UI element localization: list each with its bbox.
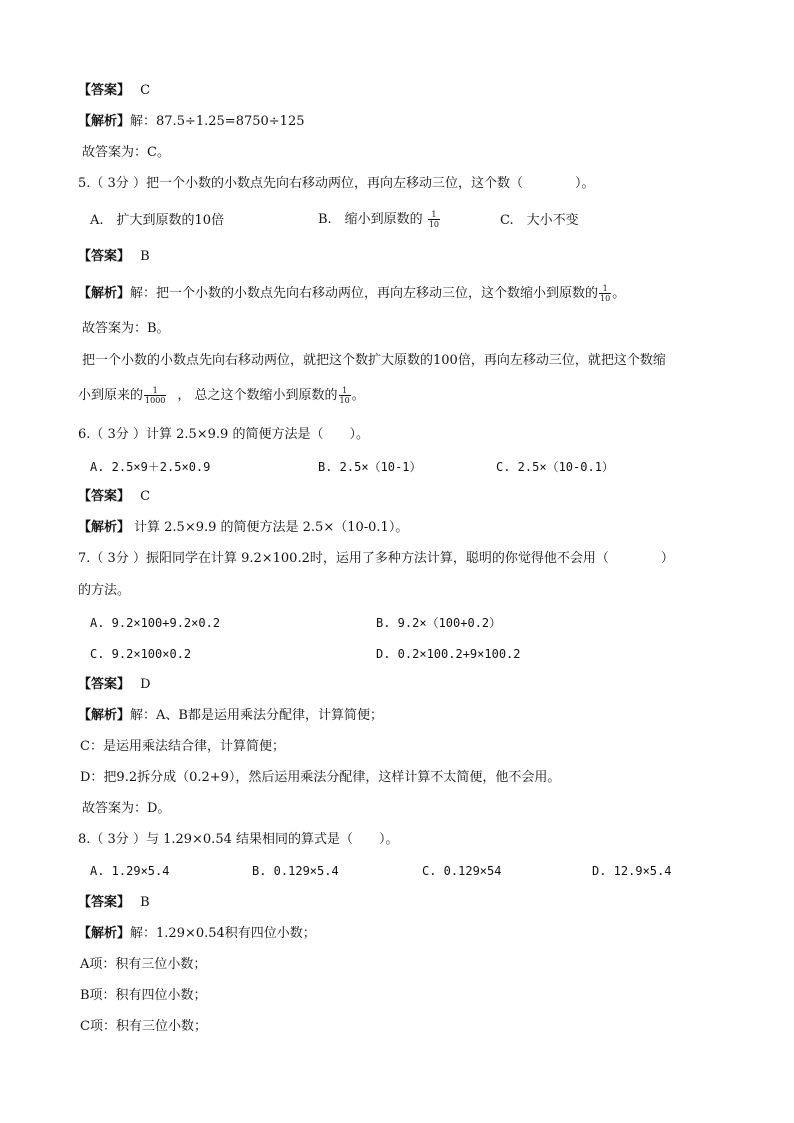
analysis-tag: 【解析】 bbox=[78, 708, 131, 723]
answer-value: B bbox=[140, 249, 150, 264]
q7-analysis-line-3: D：把9.2拆分成（0.2+9），然后运用乘法分配律，这样计算不太简便，他不会用。 bbox=[80, 770, 561, 785]
q8-analysis-line-4: C项：积有三位小数； bbox=[80, 1019, 207, 1034]
q8-answer-row bbox=[78, 894, 150, 912]
q7-option-b: B. 9.2×（100+0.2） bbox=[376, 616, 502, 630]
answer-tag: 【答案】 bbox=[78, 677, 131, 692]
q6-stem: 6.（ 3分 ）计算 2.5×9.9 的简便方法是（ ）。 bbox=[78, 427, 369, 442]
analysis-tag: 【解析】 bbox=[78, 286, 131, 301]
fraction-denominator: 10 bbox=[339, 396, 350, 405]
analysis-tag: 【解析】 bbox=[78, 520, 131, 535]
q7-option-d: D. 0.2×100.2+9×100.2 bbox=[376, 647, 521, 661]
q5-conclusion: 故答案为：B。 bbox=[82, 321, 170, 336]
q5-explain-2 bbox=[78, 386, 365, 405]
analysis-text: 解：把一个小数的小数点先向右移动两位，再向左移动三位，这个数缩小到原数的 bbox=[130, 286, 599, 301]
q5-analysis-row bbox=[78, 284, 625, 303]
q8-stem: 8.（ 3分 ）与 1.29×0.54 结果相同的算式是（ ）。 bbox=[78, 832, 399, 847]
q8-analysis-line-2: A项：积有三位小数； bbox=[80, 957, 207, 972]
q5-option-b-text: B. 缩小到原数的 bbox=[318, 212, 423, 227]
answer-tag: 【答案】 bbox=[78, 249, 131, 264]
q6-answer-row bbox=[78, 488, 150, 506]
answer-value: B bbox=[140, 895, 150, 910]
q7-analysis-line-2: C：是运用乘法结合律，计算简便； bbox=[80, 739, 285, 754]
answer-value: C bbox=[140, 83, 151, 98]
explain-text: ， 总之这个数缩小到原数的 bbox=[177, 388, 338, 403]
q6-option-c: C. 2.5×（10-0.1） bbox=[496, 460, 614, 474]
explain-text: 小到原来的 bbox=[78, 388, 144, 403]
q6-option-b: B. 2.5×（10-1） bbox=[318, 460, 422, 474]
q6-option-a: A. 2.5×9＋2.5×0.9 bbox=[90, 460, 211, 474]
analysis-end: 。 bbox=[612, 286, 626, 301]
q5-option-b-fraction bbox=[428, 210, 440, 229]
prev-analysis-row bbox=[78, 113, 304, 131]
q7-analysis-row bbox=[78, 707, 383, 725]
fraction-numerator: 1 bbox=[144, 386, 166, 396]
q5-explain-1: 把一个小数的小数点先向右移动两位，就把这个数扩大原数的100倍，再向左移动三位，就把这个数缩 bbox=[82, 353, 666, 368]
q5-option-a: A. 扩大到原数的10倍 bbox=[90, 213, 225, 228]
analysis-tag: 【解析】 bbox=[78, 114, 131, 129]
answer-value: C bbox=[140, 489, 151, 504]
fraction-denominator: 10 bbox=[600, 294, 611, 303]
q7-answer-row bbox=[78, 676, 151, 694]
q5-option-b bbox=[318, 210, 441, 229]
prev-conclusion: 故答案为：C。 bbox=[82, 145, 170, 160]
q8-option-c: C. 0.129×54 bbox=[422, 864, 502, 878]
fraction-numerator: 1 bbox=[339, 386, 351, 396]
analysis-text: 解：A、B都是运用乘法分配律，计算简便； bbox=[130, 708, 383, 723]
explain-end: 。 bbox=[351, 388, 365, 403]
q6-analysis-row bbox=[78, 519, 408, 537]
prev-answer-row bbox=[78, 82, 150, 100]
answer-tag: 【答案】 bbox=[78, 83, 131, 98]
answer-tag: 【答案】 bbox=[78, 895, 131, 910]
q5-answer-row bbox=[78, 248, 150, 266]
q7-stem-line-2: 的方法。 bbox=[78, 583, 131, 598]
explain-fraction-10 bbox=[339, 386, 351, 405]
q8-option-d: D. 12.9×5.4 bbox=[592, 864, 672, 878]
q8-option-b: B. 0.129×5.4 bbox=[252, 864, 339, 878]
fraction-numerator: 1 bbox=[599, 284, 611, 294]
analysis-text: 解：1.29×0.54积有四位小数； bbox=[130, 926, 316, 941]
fraction-denominator: 10 bbox=[428, 220, 440, 229]
explain-fraction-1000 bbox=[144, 386, 166, 405]
fraction-denominator: 1000 bbox=[145, 396, 166, 405]
analysis-fraction bbox=[599, 284, 611, 303]
analysis-text: 解：87.5÷1.25=8750÷125 bbox=[130, 114, 305, 129]
q5-option-c: C. 大小不变 bbox=[500, 213, 579, 228]
q7-conclusion: 故答案为：D。 bbox=[82, 801, 171, 816]
q7-stem-line-1: 7.（ 3分 ）振阳同学在计算 9.2×100.2时，运用了多种方法计算，聪明的你觉得他不会用（ ） bbox=[78, 551, 674, 566]
answer-tag: 【答案】 bbox=[78, 489, 131, 504]
analysis-tag: 【解析】 bbox=[78, 926, 131, 941]
q8-option-a: A. 1.29×5.4 bbox=[90, 864, 170, 878]
q7-option-a: A. 9.2×100+9.2×0.2 bbox=[90, 616, 221, 630]
analysis-text: 计算 2.5×9.9 的简便方法是 2.5×（10-0.1）。 bbox=[134, 520, 409, 535]
q8-analysis-row bbox=[78, 925, 316, 943]
q8-analysis-line-3: B项：积有四位小数； bbox=[80, 988, 207, 1003]
fraction-numerator: 1 bbox=[428, 210, 440, 220]
q7-option-c: C. 9.2×100×0.2 bbox=[90, 647, 192, 661]
q5-stem: 5.（ 3分 ）把一个小数的小数点先向右移动两位，再向左移动三位，这个数（ ）。 bbox=[78, 176, 595, 191]
answer-value: D bbox=[140, 677, 151, 692]
